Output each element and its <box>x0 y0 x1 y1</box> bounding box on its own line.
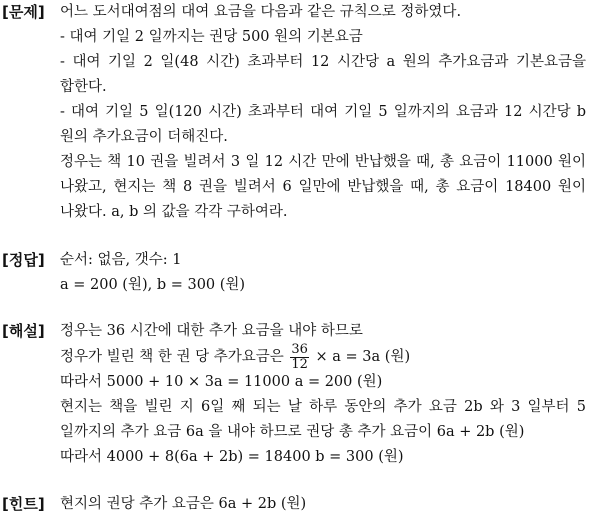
answer-line-1: 순서: 없음, 갯수: 1 <box>60 252 182 268</box>
problem-line-3: - 대여 기일 2 일(48 시간) 초과부터 12 시간당 a 원의 추가요금과 기본요금을 <box>60 54 586 70</box>
hint-label: [힌트] <box>2 495 45 513</box>
solution-line-2-expr: × a = 3a (원) <box>315 349 411 365</box>
fraction-denominator: 12 <box>291 356 308 372</box>
problem-line-6: 원의 추가요금이 더해진다. <box>60 129 228 145</box>
problem-line-1: 어느 도서대여점의 대여 요금을 다음과 같은 규칙으로 정하였다. <box>60 4 462 20</box>
problem-line-2: - 대여 기일 2 일까지는 권당 500 원의 기본요금 <box>60 29 363 45</box>
solution-line-6: 따라서 4000 + 8(6a + 2b) = 18400 b = 300 (원) <box>60 449 404 465</box>
solution-line-4: 현지는 책을 빌린 지 6일 째 되는 날 하루 동안의 추가 요금 2b 와 3 일부터 5 <box>60 399 586 415</box>
answer-line-2: a = 200 (원), b = 300 (원) <box>60 277 246 293</box>
solution-line-2-text: 정우가 빌린 책 한 권 당 추가요금은 <box>60 349 284 365</box>
solution-line-1: 정우는 36 시간에 대한 추가 요금을 내야 하므로 <box>60 323 363 339</box>
fraction-numerator: 36 <box>291 341 308 357</box>
answer-label: [정답] <box>2 251 45 269</box>
hint-line: 현지의 권당 추가 요금은 6a + 2b (원) <box>60 496 307 512</box>
solution-line-2 <box>60 342 586 372</box>
problem-line-9: 나왔다. a, b 의 값을 각각 구하여라. <box>60 204 288 220</box>
problem-line-8: 나왔고, 현지는 책 8 권을 빌려서 6 일만에 반납했을 때, 총 요금이 18400 원이 <box>60 179 586 195</box>
problem-line-5: - 대여 기일 5 일(120 시간) 초과부터 대여 기일 5 일까지의 요금과 12 시간당 b <box>60 104 586 120</box>
fraction <box>290 343 309 372</box>
solution-line-3: 따라서 5000 + 10 × 3a = 11000 a = 200 (원) <box>60 374 383 390</box>
solution-label: [해설] <box>2 322 45 340</box>
problem-line-4: 합한다. <box>60 79 107 95</box>
problem-label: [문제] <box>2 3 45 21</box>
solution-line-5: 일까지의 추가 요금 6a 을 내야 하므로 권당 총 추가 요금이 6a + 2b (원) <box>60 424 525 440</box>
problem-line-7: 정우는 책 10 권을 빌려서 3 일 12 시간 만에 반납했을 때, 총 요금이 11000 원이 <box>60 154 586 170</box>
